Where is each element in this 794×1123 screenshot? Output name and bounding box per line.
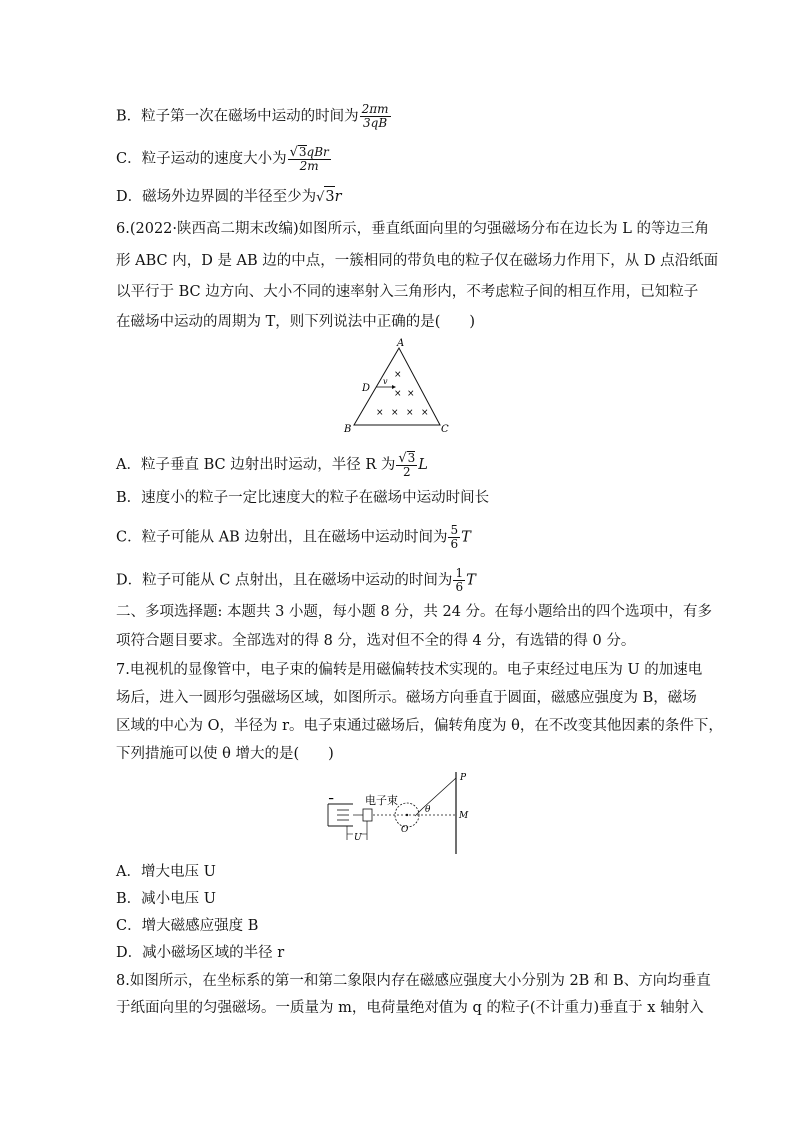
field-cross: × xyxy=(394,370,402,380)
field-cross: × xyxy=(391,408,399,418)
q5-option-c-text: C．粒子运动的速度大小为 xyxy=(116,151,287,167)
label-v: v xyxy=(383,377,388,386)
anode xyxy=(363,809,372,821)
center-dot xyxy=(406,814,408,816)
q6-stem-line-2: 形 ABC 内，D 是 AB 边的中点，一簇相同的带负电的粒子仅在磁场力作用下，从 D 点沿纸面 xyxy=(116,253,719,269)
q7-option-a: A．增大电压 U xyxy=(116,864,216,880)
q6-option-c: C．粒子可能从 AB 边射出，且在磁场中运动时间为 $\frac{5}{6}$ T xyxy=(116,523,471,551)
q6-option-c-text: C．粒子可能从 AB 边射出，且在磁场中运动时间为 xyxy=(116,529,448,546)
q6-option-d-text: D．粒子可能从 C 点射出，且在磁场中运动的时间为 xyxy=(116,572,453,589)
q5-option-b-fraction: $\frac{2\pi m}{3qB}$ xyxy=(361,102,389,130)
field-cross: × xyxy=(394,389,402,399)
field-cross: × xyxy=(406,408,414,418)
label-u: U xyxy=(354,833,362,843)
q6-option-c-fraction: $\frac{5}{6}$ xyxy=(450,523,459,551)
q5-option-c xyxy=(116,145,332,173)
q6-option-a-text: A．粒子垂直 BC 边射出时运动，半径 R 为 xyxy=(116,457,396,473)
q7-stem-line-3: 区域的中心为 O，半径为 r。电子束通过磁场后，偏转角度为 θ，在不改变其他因素的条件下， xyxy=(116,718,723,734)
section2-line-1: 二、多项选择题: 本题共 3 小题，每小题 8 分，共 24 分。在每小题给出的四个选项中，有多 xyxy=(116,604,713,620)
label-p: P xyxy=(460,773,467,783)
q6-triangle-figure xyxy=(336,336,460,436)
q6-stem-line-1: 6.(2022·陕西高二期末改编)如图所示，垂直纸面向里的匀强磁场分布在边长为 L 的等边三角 xyxy=(116,221,710,237)
q8-stem-line-1: 8.如图所示，在坐标系的第一和第二象限内存在磁感应强度大小分别为 2B 和 B、方向均垂直 xyxy=(116,973,711,989)
deflected-ray xyxy=(423,778,456,808)
q8-stem-line-2: 于纸面向里的匀强磁场。一质量为 m，电荷量绝对值为 q 的粒子(不计重力)垂直于 x 轴射入 xyxy=(116,1000,704,1016)
q7-option-c: C．增大磁感应强度 B xyxy=(116,918,259,934)
q6-option-d-fraction: $\frac{1}{6}$ xyxy=(455,566,464,594)
q6-option-b: B．速度小的粒子一定比速度大的粒子在磁场中运动时间长 xyxy=(116,490,490,506)
q7-stem-line-2: 场后，进入一圆形匀强磁场区域，如图所示。磁场方向垂直于圆面，磁感应强度为 B，磁场 xyxy=(116,690,697,706)
q6-stem-line-3: 以平行于 BC 边方向、大小不同的速率射入三角形内，不考虑粒子间的相互作用，已知粒子 xyxy=(116,284,699,300)
field-cross: × xyxy=(407,389,415,399)
q6-option-d: D．粒子可能从 C 点射出，且在磁场中运动的时间为 $\frac{1}{6}$ T xyxy=(116,566,476,594)
q7-crt-figure xyxy=(325,768,475,858)
q6-stem-line-4: 在磁场中运动的周期为 T，则下列说法中正确的是( ) xyxy=(116,314,476,330)
label-theta: θ xyxy=(425,805,431,815)
label-a: A xyxy=(397,338,405,349)
label-c: C xyxy=(441,424,449,435)
field-cross: × xyxy=(421,408,429,418)
q5-option-d: D．磁场外边界圆的半径至少为√3r xyxy=(116,186,342,208)
label-m: M xyxy=(459,811,469,821)
q6-option-a-fraction: $\frac{√3}{2}$ xyxy=(398,451,416,479)
label-d: D xyxy=(362,383,371,394)
q7-option-b: B．减小电压 U xyxy=(116,891,216,907)
section2-line-2: 项符合题目要求。全部选对的得 8 分，选对但不全的得 4 分，有选错的得 0 分。 xyxy=(116,633,636,649)
q7-option-d: D．减小磁场区域的半径 r xyxy=(116,945,285,961)
svg-text:━: ━ xyxy=(329,795,334,803)
q6-option-a: A．粒子垂直 BC 边射出时运动，半径 R 为 $\frac{√3}{2}$ L xyxy=(116,451,428,479)
q5-option-c-fraction: $\frac{\text{√3qBr}}{2m}$ xyxy=(289,145,329,173)
q7-stem-line-4: 下列措施可以使 θ 增大的是( ) xyxy=(116,746,334,762)
label-beam: 电子束 xyxy=(365,794,398,807)
field-cross: × xyxy=(376,408,384,418)
q5-option-b-text: B．粒子第一次在磁场中运动的时间为 xyxy=(116,108,359,125)
q5-option-d-text: D．磁场外边界圆的半径至少为 xyxy=(116,189,317,205)
label-b: B xyxy=(344,424,352,435)
q7-stem-line-1: 7.电视机的显像管中，电子束的偏转是用磁偏转技术实现的。电子束经过电压为 U 的加速电 xyxy=(116,662,703,678)
label-o: O xyxy=(401,825,409,835)
q5-option-b xyxy=(116,103,392,130)
